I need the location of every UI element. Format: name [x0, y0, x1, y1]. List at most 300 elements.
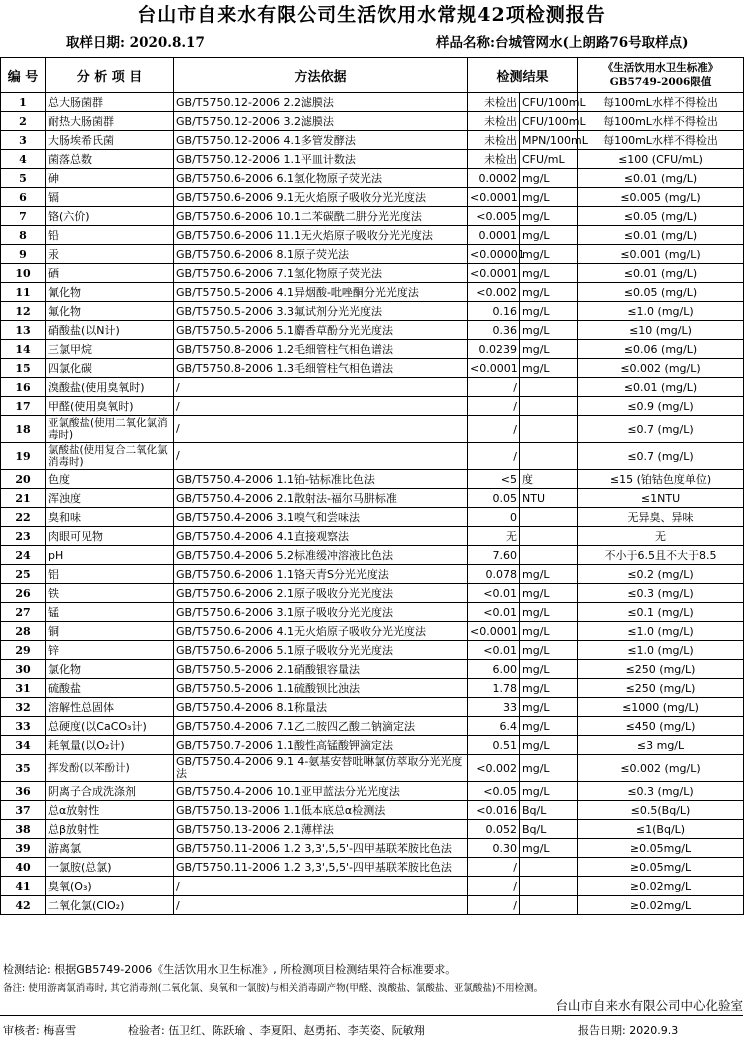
- test-result: /: [468, 896, 520, 915]
- test-method: GB/T5750.4-2006 9.1 4-氨基安替吡啉氯仿萃取分光光度法: [174, 755, 468, 782]
- table-row: [1, 896, 744, 915]
- table-row: [1, 443, 744, 470]
- row-number: 21: [1, 489, 46, 508]
- header-standard-code: GB5749-2006限值: [609, 76, 712, 88]
- table-row: [1, 565, 744, 584]
- row-number: 14: [1, 340, 46, 359]
- result-unit: mg/L: [520, 736, 578, 755]
- result-unit: [520, 858, 578, 877]
- standard-limit: ≥0.02mg/L: [578, 877, 744, 896]
- test-result: 0.0239: [468, 340, 520, 359]
- test-result: 无: [468, 527, 520, 546]
- standard-limit: 每100mL水样不得检出: [578, 112, 744, 131]
- standard-limit: ≤0.01 (mg/L): [578, 264, 744, 283]
- table-row: [1, 839, 744, 858]
- standard-limit: ≤0.01 (mg/L): [578, 169, 744, 188]
- header-no: 编 号: [1, 58, 46, 93]
- header-standard-name: 《生活饮用水卫生标准》: [602, 62, 719, 74]
- row-number: 10: [1, 264, 46, 283]
- report-title: 台山市自来水有限公司生活饮用水常规42项检测报告: [137, 4, 606, 26]
- table-row: [1, 698, 744, 717]
- test-result: 7.60: [468, 546, 520, 565]
- row-number: 19: [1, 443, 46, 470]
- analysis-item: 耗氧量(以O₂计): [46, 736, 174, 755]
- standard-limit: ≤1.0 (mg/L): [578, 641, 744, 660]
- row-number: 17: [1, 397, 46, 416]
- test-result: 0.36: [468, 321, 520, 340]
- table-row: [1, 378, 744, 397]
- result-unit: mg/L: [520, 169, 578, 188]
- standard-limit: 每100mL水样不得检出: [578, 131, 744, 150]
- result-unit: mg/L: [520, 565, 578, 584]
- standard-limit: ≤0.7 (mg/L): [578, 443, 744, 470]
- test-result: <0.002: [468, 283, 520, 302]
- result-unit: CFU/100mL: [520, 112, 578, 131]
- standard-limit: ≤1000 (mg/L): [578, 698, 744, 717]
- test-method: /: [174, 397, 468, 416]
- row-number: 27: [1, 603, 46, 622]
- analysis-item: 氯酸盐(使用复合二氧化氯消毒时): [46, 443, 174, 470]
- analysis-item: 砷: [46, 169, 174, 188]
- standard-limit: ≤450 (mg/L): [578, 717, 744, 736]
- row-number: 11: [1, 283, 46, 302]
- table-row: [1, 340, 744, 359]
- test-method: GB/T5750.5-2006 2.1硝酸银容量法: [174, 660, 468, 679]
- analysis-item: 铜: [46, 622, 174, 641]
- table-header-row: [1, 58, 744, 93]
- table-row: [1, 416, 744, 443]
- row-number: 8: [1, 226, 46, 245]
- test-method: /: [174, 443, 468, 470]
- test-method: GB/T5750.5-2006 5.1麝香草酚分光光度法: [174, 321, 468, 340]
- table-row: [1, 245, 744, 264]
- row-number: 12: [1, 302, 46, 321]
- table-row: [1, 679, 744, 698]
- analysis-item: 硫酸盐: [46, 679, 174, 698]
- standard-limit: ≤1(Bq/L): [578, 820, 744, 839]
- row-number: 18: [1, 416, 46, 443]
- test-result: 未检出: [468, 150, 520, 169]
- standard-limit: ≤0.5(Bq/L): [578, 801, 744, 820]
- standard-limit: ≤250 (mg/L): [578, 660, 744, 679]
- result-unit: mg/L: [520, 245, 578, 264]
- analysis-item: 总硬度(以CaCO₃计): [46, 717, 174, 736]
- analysis-item: 菌落总数: [46, 150, 174, 169]
- test-method: /: [174, 896, 468, 915]
- row-number: 5: [1, 169, 46, 188]
- test-method: GB/T5750.4-2006 8.1称量法: [174, 698, 468, 717]
- analysis-item: 氰化物: [46, 283, 174, 302]
- result-unit: MPN/100mL: [520, 131, 578, 150]
- analysis-item: 总大肠菌群: [46, 93, 174, 112]
- table-row: [1, 321, 744, 340]
- test-result: <0.05: [468, 782, 520, 801]
- test-method: GB/T5750.6-2006 9.1无火焰原子吸收分光光度法: [174, 188, 468, 207]
- row-number: 15: [1, 359, 46, 378]
- test-method: GB/T5750.6-2006 2.1原子吸收分光光度法: [174, 584, 468, 603]
- test-method: GB/T5750.12-2006 4.1多管发酵法: [174, 131, 468, 150]
- table-row: [1, 226, 744, 245]
- standard-limit: ≥0.02mg/L: [578, 896, 744, 915]
- standard-limit: ≤0.05 (mg/L): [578, 283, 744, 302]
- test-method: /: [174, 877, 468, 896]
- analysis-item: 一氯胺(总氯): [46, 858, 174, 877]
- result-unit: [520, 443, 578, 470]
- result-unit: mg/L: [520, 839, 578, 858]
- analysis-item: 铬(六价): [46, 207, 174, 226]
- row-number: 32: [1, 698, 46, 717]
- table-row: [1, 622, 744, 641]
- standard-limit: ≥0.05mg/L: [578, 839, 744, 858]
- lab-name: 台山市自来水有限公司中心化验室: [555, 998, 743, 1013]
- test-method: GB/T5750.6-2006 10.1二苯碳酰二肼分光光度法: [174, 207, 468, 226]
- test-method: /: [174, 378, 468, 397]
- standard-limit: ≤0.002 (mg/L): [578, 359, 744, 378]
- result-unit: mg/L: [520, 622, 578, 641]
- standard-limit: 不小于6.5且不大于8.5: [578, 546, 744, 565]
- table-row: [1, 755, 744, 782]
- table-row: [1, 150, 744, 169]
- analysis-item: 三氯甲烷: [46, 340, 174, 359]
- standard-limit: ≤0.3 (mg/L): [578, 782, 744, 801]
- table-row: [1, 470, 744, 489]
- row-number: 42: [1, 896, 46, 915]
- standard-limit: ≤0.1 (mg/L): [578, 603, 744, 622]
- test-method: GB/T5750.6-2006 1.1铬天青S分光光度法: [174, 565, 468, 584]
- result-unit: mg/L: [520, 782, 578, 801]
- test-method: GB/T5750.6-2006 4.1无火焰原子吸收分光光度法: [174, 622, 468, 641]
- table-body: [1, 93, 744, 915]
- result-unit: mg/L: [520, 188, 578, 207]
- standard-limit: 无异臭、异味: [578, 508, 744, 527]
- test-result: 0: [468, 508, 520, 527]
- result-unit: mg/L: [520, 283, 578, 302]
- table-row: [1, 508, 744, 527]
- standard-limit: ≤1.0 (mg/L): [578, 622, 744, 641]
- result-unit: CFU/mL: [520, 150, 578, 169]
- test-result: /: [468, 397, 520, 416]
- row-number: 29: [1, 641, 46, 660]
- row-number: 26: [1, 584, 46, 603]
- conclusion: 检测结论: 根据GB5749-2006《生活饮用水卫生标准》, 所检测项目检测结果符合标准要求。: [3, 963, 457, 976]
- test-result: <5: [468, 470, 520, 489]
- table-row: [1, 112, 744, 131]
- analysis-item: 肉眼可见物: [46, 527, 174, 546]
- standard-limit: 无: [578, 527, 744, 546]
- result-unit: [520, 508, 578, 527]
- standard-limit: ≤3 mg/L: [578, 736, 744, 755]
- row-number: 34: [1, 736, 46, 755]
- result-unit: mg/L: [520, 340, 578, 359]
- test-result: 未检出: [468, 93, 520, 112]
- table-row: [1, 397, 744, 416]
- row-number: 37: [1, 801, 46, 820]
- analysis-item: 硒: [46, 264, 174, 283]
- header-result: 检测结果: [468, 58, 578, 93]
- row-number: 24: [1, 546, 46, 565]
- test-result: 未检出: [468, 131, 520, 150]
- report-date: 报告日期: 2020.9.3: [578, 1024, 679, 1037]
- row-number: 7: [1, 207, 46, 226]
- test-method: GB/T5750.4-2006 2.1散射法-福尔马肼标准: [174, 489, 468, 508]
- test-result: <0.0001: [468, 264, 520, 283]
- row-number: 28: [1, 622, 46, 641]
- test-method: GB/T5750.12-2006 1.1平皿计数法: [174, 150, 468, 169]
- test-method: GB/T5750.4-2006 4.1直接观察法: [174, 527, 468, 546]
- reviewer: 审核者: 梅喜雪: [3, 1024, 77, 1037]
- row-number: 6: [1, 188, 46, 207]
- row-number: 9: [1, 245, 46, 264]
- test-result: 0.30: [468, 839, 520, 858]
- test-result: <0.0001: [468, 622, 520, 641]
- result-unit: [520, 546, 578, 565]
- table-row: [1, 782, 744, 801]
- test-result: 0.0002: [468, 169, 520, 188]
- test-result: <0.01: [468, 603, 520, 622]
- table-row: [1, 188, 744, 207]
- table-row: [1, 546, 744, 565]
- test-method: GB/T5750.6-2006 3.1原子吸收分光光度法: [174, 603, 468, 622]
- analysis-item: 挥发酚(以苯酚计): [46, 755, 174, 782]
- analysis-item: pH: [46, 546, 174, 565]
- result-unit: Bq/L: [520, 801, 578, 820]
- result-unit: mg/L: [520, 207, 578, 226]
- test-result: 0.0001: [468, 226, 520, 245]
- result-unit: mg/L: [520, 698, 578, 717]
- table-row: [1, 641, 744, 660]
- test-result: <0.016: [468, 801, 520, 820]
- test-result: 未检出: [468, 112, 520, 131]
- test-result: /: [468, 378, 520, 397]
- result-unit: CFU/100mL: [520, 93, 578, 112]
- standard-limit: ≤0.01 (mg/L): [578, 378, 744, 397]
- test-method: GB/T5750.6-2006 11.1无火焰原子吸收分光光度法: [174, 226, 468, 245]
- test-result: 6.00: [468, 660, 520, 679]
- sample-info: [0, 30, 743, 52]
- table-row: [1, 858, 744, 877]
- table-row: [1, 603, 744, 622]
- test-method: /: [174, 416, 468, 443]
- result-unit: NTU: [520, 489, 578, 508]
- test-method: GB/T5750.5-2006 3.3氟试剂分光光度法: [174, 302, 468, 321]
- test-method: GB/T5750.5-2006 4.1异烟酸-吡唑酮分光光度法: [174, 283, 468, 302]
- row-number: 41: [1, 877, 46, 896]
- test-method: GB/T5750.12-2006 2.2滤膜法: [174, 93, 468, 112]
- standard-limit: ≤1.0 (mg/L): [578, 302, 744, 321]
- result-unit: mg/L: [520, 755, 578, 782]
- result-unit: [520, 877, 578, 896]
- row-number: 39: [1, 839, 46, 858]
- row-number: 36: [1, 782, 46, 801]
- result-unit: mg/L: [520, 321, 578, 340]
- analysis-item: 阴离子合成洗涤剂: [46, 782, 174, 801]
- test-result: 1.78: [468, 679, 520, 698]
- test-result: 6.4: [468, 717, 520, 736]
- analysis-item: 大肠埃希氏菌: [46, 131, 174, 150]
- analysis-item: 铝: [46, 565, 174, 584]
- analysis-item: 镉: [46, 188, 174, 207]
- analysis-item: 臭和味: [46, 508, 174, 527]
- row-number: 30: [1, 660, 46, 679]
- result-unit: mg/L: [520, 679, 578, 698]
- row-number: 13: [1, 321, 46, 340]
- analysis-item: 锌: [46, 641, 174, 660]
- result-unit: mg/L: [520, 302, 578, 321]
- analysis-item: 氯化物: [46, 660, 174, 679]
- row-number: 35: [1, 755, 46, 782]
- analysis-item: 汞: [46, 245, 174, 264]
- analysis-item: 臭氧(O₃): [46, 877, 174, 896]
- sample-date: 取样日期: 2020.8.17: [66, 35, 205, 51]
- test-method: GB/T5750.7-2006 1.1酸性高锰酸钾滴定法: [174, 736, 468, 755]
- standard-limit: ≤15 (铂钴色度单位): [578, 470, 744, 489]
- standard-limit: ≤0.005 (mg/L): [578, 188, 744, 207]
- standard-limit: ≤250 (mg/L): [578, 679, 744, 698]
- standard-limit: ≤0.7 (mg/L): [578, 416, 744, 443]
- result-unit: [520, 896, 578, 915]
- analysis-item: 浑浊度: [46, 489, 174, 508]
- test-result: 33: [468, 698, 520, 717]
- analysis-item: 铅: [46, 226, 174, 245]
- analysis-item: 总β放射性: [46, 820, 174, 839]
- analysis-item: 氟化物: [46, 302, 174, 321]
- row-number: 22: [1, 508, 46, 527]
- table-row: [1, 736, 744, 755]
- standard-limit: ≥0.05mg/L: [578, 858, 744, 877]
- table-row: [1, 207, 744, 226]
- result-unit: 度: [520, 470, 578, 489]
- table-row: [1, 820, 744, 839]
- test-result: 0.052: [468, 820, 520, 839]
- test-result: 0.16: [468, 302, 520, 321]
- test-method: GB/T5750.11-2006 1.2 3,3',5,5'-四甲基联苯胺比色法: [174, 839, 468, 858]
- test-method: GB/T5750.5-2006 1.1硫酸钡比浊法: [174, 679, 468, 698]
- standard-limit: ≤0.01 (mg/L): [578, 226, 744, 245]
- test-method: GB/T5750.4-2006 3.1嗅气和尝味法: [174, 508, 468, 527]
- result-unit: [520, 416, 578, 443]
- result-unit: mg/L: [520, 641, 578, 660]
- row-number: 2: [1, 112, 46, 131]
- analysis-item: 总α放射性: [46, 801, 174, 820]
- test-method: GB/T5750.12-2006 3.2滤膜法: [174, 112, 468, 131]
- table-row: [1, 169, 744, 188]
- standard-limit: ≤0.3 (mg/L): [578, 584, 744, 603]
- remark: 备注: 使用游离氯消毒时, 其它消毒剂(二氧化氯、臭氧和一氯胺)与相关消毒副产物(甲醛、溴酸盐、氯酸盐、亚氯酸盐)不用检测。: [3, 983, 544, 994]
- table-row: [1, 131, 744, 150]
- test-method: GB/T5750.8-2006 1.3毛细管柱气相色谱法: [174, 359, 468, 378]
- test-result: <0.01: [468, 641, 520, 660]
- standard-limit: ≤1NTU: [578, 489, 744, 508]
- standard-limit: ≤0.002 (mg/L): [578, 755, 744, 782]
- analysis-item: 溴酸盐(使用臭氧时): [46, 378, 174, 397]
- test-result: <0.005: [468, 207, 520, 226]
- analysis-item: 甲醛(使用臭氧时): [46, 397, 174, 416]
- result-unit: [520, 527, 578, 546]
- analysis-item: 铁: [46, 584, 174, 603]
- row-number: 1: [1, 93, 46, 112]
- result-unit: Bq/L: [520, 820, 578, 839]
- row-number: 16: [1, 378, 46, 397]
- header-standard: [578, 58, 744, 93]
- sample-name: 样品名称:台城管网水(上朗路76号取样点): [436, 35, 689, 51]
- row-number: 38: [1, 820, 46, 839]
- test-result: <0.00001: [468, 245, 520, 264]
- analysis-item: 硝酸盐(以N计): [46, 321, 174, 340]
- result-unit: mg/L: [520, 660, 578, 679]
- analysis-item: 游离氯: [46, 839, 174, 858]
- test-result: <0.002: [468, 755, 520, 782]
- test-result: <0.01: [468, 584, 520, 603]
- table-row: [1, 93, 744, 112]
- test-result: /: [468, 858, 520, 877]
- table-row: [1, 584, 744, 603]
- table-row: [1, 283, 744, 302]
- row-number: 31: [1, 679, 46, 698]
- standard-limit: ≤10 (mg/L): [578, 321, 744, 340]
- header-method: 方法依据: [174, 58, 468, 93]
- row-number: 23: [1, 527, 46, 546]
- test-result: /: [468, 877, 520, 896]
- row-number: 4: [1, 150, 46, 169]
- test-method: GB/T5750.6-2006 5.1原子吸收分光光度法: [174, 641, 468, 660]
- test-method: GB/T5750.6-2006 6.1氢化物原子荧光法: [174, 169, 468, 188]
- table-row: [1, 359, 744, 378]
- result-unit: [520, 397, 578, 416]
- analysis-item: 亚氯酸盐(使用二氧化氯消毒时): [46, 416, 174, 443]
- row-number: 33: [1, 717, 46, 736]
- test-method: GB/T5750.4-2006 5.2标准缓冲溶液比色法: [174, 546, 468, 565]
- test-method: GB/T5750.13-2006 1.1低本底总α检测法: [174, 801, 468, 820]
- row-number: 25: [1, 565, 46, 584]
- test-result: <0.0001: [468, 188, 520, 207]
- test-result: 0.05: [468, 489, 520, 508]
- row-number: 20: [1, 470, 46, 489]
- row-number: 3: [1, 131, 46, 150]
- testers: 检验者: 伍卫红、陈跃瑜 、李夏阳、赵勇拓、李芙姿、阮敏翔: [128, 1024, 425, 1037]
- result-unit: [520, 378, 578, 397]
- result-unit: mg/L: [520, 603, 578, 622]
- table-row: [1, 717, 744, 736]
- footer-divider: [0, 1015, 743, 1016]
- test-method: GB/T5750.11-2006 1.2 3,3',5,5'-四甲基联苯胺比色法: [174, 858, 468, 877]
- standard-limit: ≤0.001 (mg/L): [578, 245, 744, 264]
- result-unit: mg/L: [520, 584, 578, 603]
- analysis-item: 耐热大肠菌群: [46, 112, 174, 131]
- result-unit: mg/L: [520, 264, 578, 283]
- result-unit: mg/L: [520, 226, 578, 245]
- test-method: GB/T5750.4-2006 1.1铂-钴标准比色法: [174, 470, 468, 489]
- test-result: <0.0001: [468, 359, 520, 378]
- result-unit: mg/L: [520, 359, 578, 378]
- table-row: [1, 527, 744, 546]
- table-row: [1, 302, 744, 321]
- row-number: 40: [1, 858, 46, 877]
- test-result: /: [468, 416, 520, 443]
- standard-limit: ≤0.06 (mg/L): [578, 340, 744, 359]
- test-result: 0.078: [468, 565, 520, 584]
- standard-limit: 每100mL水样不得检出: [578, 93, 744, 112]
- analysis-item: 二氧化氯(ClO₂): [46, 896, 174, 915]
- standard-limit: ≤0.2 (mg/L): [578, 565, 744, 584]
- analysis-item: 色度: [46, 470, 174, 489]
- table-row: [1, 877, 744, 896]
- test-method: GB/T5750.8-2006 1.2毛细管柱气相色谱法: [174, 340, 468, 359]
- table-row: [1, 801, 744, 820]
- test-method: GB/T5750.6-2006 8.1原子荧光法: [174, 245, 468, 264]
- test-result: /: [468, 443, 520, 470]
- analysis-item: 四氯化碳: [46, 359, 174, 378]
- header-item: 分 析 项 目: [46, 58, 174, 93]
